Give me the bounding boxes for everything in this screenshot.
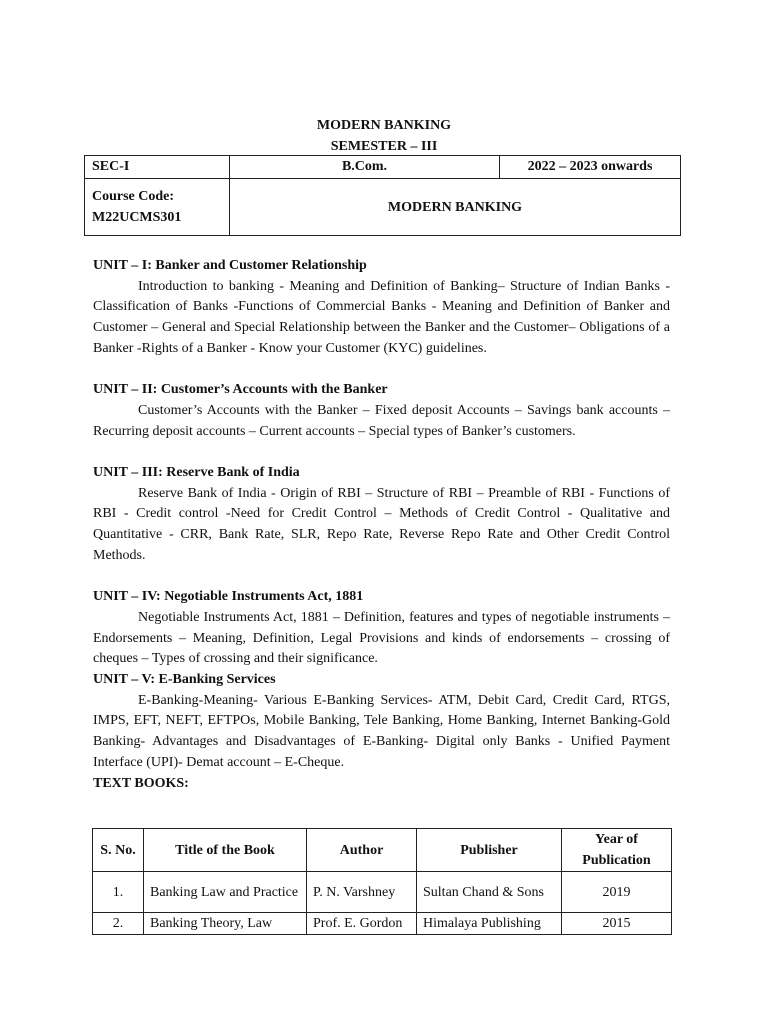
course-name-cell: MODERN BANKING	[230, 179, 681, 236]
table-row	[85, 156, 681, 179]
degree-cell: B.Com.	[230, 156, 500, 179]
unit-4-body: Negotiable Instruments Act, 1881 – Definition, features and types of negotiable instruments –Endorsements – Meaning, Definition, Legal Provisions and kinds of endorsements – crossing of cheques – Types of crossing and their significance.	[93, 609, 670, 667]
book-title: Banking Law and Practice	[144, 872, 307, 913]
book-publisher: Himalaya Publishing	[417, 913, 562, 935]
unit-3-body: Reserve Bank of India - Origin of RBI – Structure of RBI – Preamble of RBI - Functions of RBI - Credit control -Need for Credit Control – Methods of Credit Control - Qualitative and Quantitative - CRR, Bank Rate, SLR, Repo Rate, Reverse Repo Rate and Other Credit Control Methods.	[93, 485, 670, 563]
column-header-year: Year of Publication	[562, 829, 672, 872]
column-header-author: Author	[307, 829, 417, 872]
column-header-publisher: Publisher	[417, 829, 562, 872]
book-author: Prof. E. Gordon	[307, 913, 417, 935]
unit-2-heading: UNIT – II: Customer’s Accounts with the Banker	[93, 382, 388, 398]
book-title: Banking Theory, Law	[144, 913, 307, 935]
unit-2-body: Customer’s Accounts with the Banker – Fixed deposit Accounts – Savings bank accounts – Recurring deposit accounts – Current accounts – Special types of Banker’s customers.	[93, 402, 670, 439]
unit-4-heading: UNIT – IV: Negotiable Instruments Act, 1881	[93, 589, 364, 605]
course-code-cell	[85, 179, 230, 236]
document-title-block	[0, 115, 768, 157]
table-row	[85, 179, 681, 236]
unit-5-body: E-Banking-Meaning- Various E-Banking Services- ATM, Debit Card, Credit Card, RTGS, IMPS, EFT, NEFT, EFTPOs, Mobile Banking, Tele Banking, Home Banking, Internet Banking-Gold Banking- Advantages and Disadvantages of E-Banking- Digital only Banks - Unified Payment Interface (UPI)- Demat account – E-Cheque.	[93, 692, 670, 770]
course-code-label: Course Code:	[92, 189, 175, 204]
text-books-table	[92, 828, 672, 935]
book-author: P. N. Varshney	[307, 872, 417, 913]
table-row	[93, 913, 672, 935]
unit-1-heading: UNIT – I: Banker and Customer Relationship	[93, 258, 367, 273]
semester-label: SEMESTER – III	[330, 139, 438, 154]
unit-1-body: Introduction to banking - Meaning and Definition of Banking– Structure of Indian Banks - Classification of Banks -Functions of Commercial Banks - Meaning and Definition of Banker and Customer – General and Special Relationship between the Banker and the Customer– Obligations of a Banker -Rights of a Banker - Know your Customer (KYC) guidelines.	[93, 278, 670, 356]
book-sno: 1.	[93, 872, 144, 913]
column-header-title: Title of the Book	[144, 829, 307, 872]
course-code-value: M22UCMS301	[92, 210, 182, 225]
book-publisher: Sultan Chand & Sons	[417, 872, 562, 913]
table-header-row	[93, 829, 672, 872]
book-year: 2019	[562, 872, 672, 913]
table-row	[93, 872, 672, 913]
unit-5-heading: UNIT – V: E-Banking Services	[93, 672, 276, 688]
section-cell: SEC-I	[85, 156, 230, 179]
book-sno: 2.	[93, 913, 144, 935]
unit-3-heading: UNIT – III: Reserve Bank of India	[93, 465, 300, 480]
course-title: MODERN BANKING	[316, 118, 452, 133]
book-year: 2015	[562, 913, 672, 935]
syllabus-units	[93, 256, 670, 794]
column-header-sno: S. No.	[93, 829, 144, 872]
year-cell: 2022 – 2023 onwards	[500, 156, 681, 179]
text-books-heading: TEXT BOOKS:	[93, 775, 189, 791]
course-info-table	[84, 155, 681, 236]
